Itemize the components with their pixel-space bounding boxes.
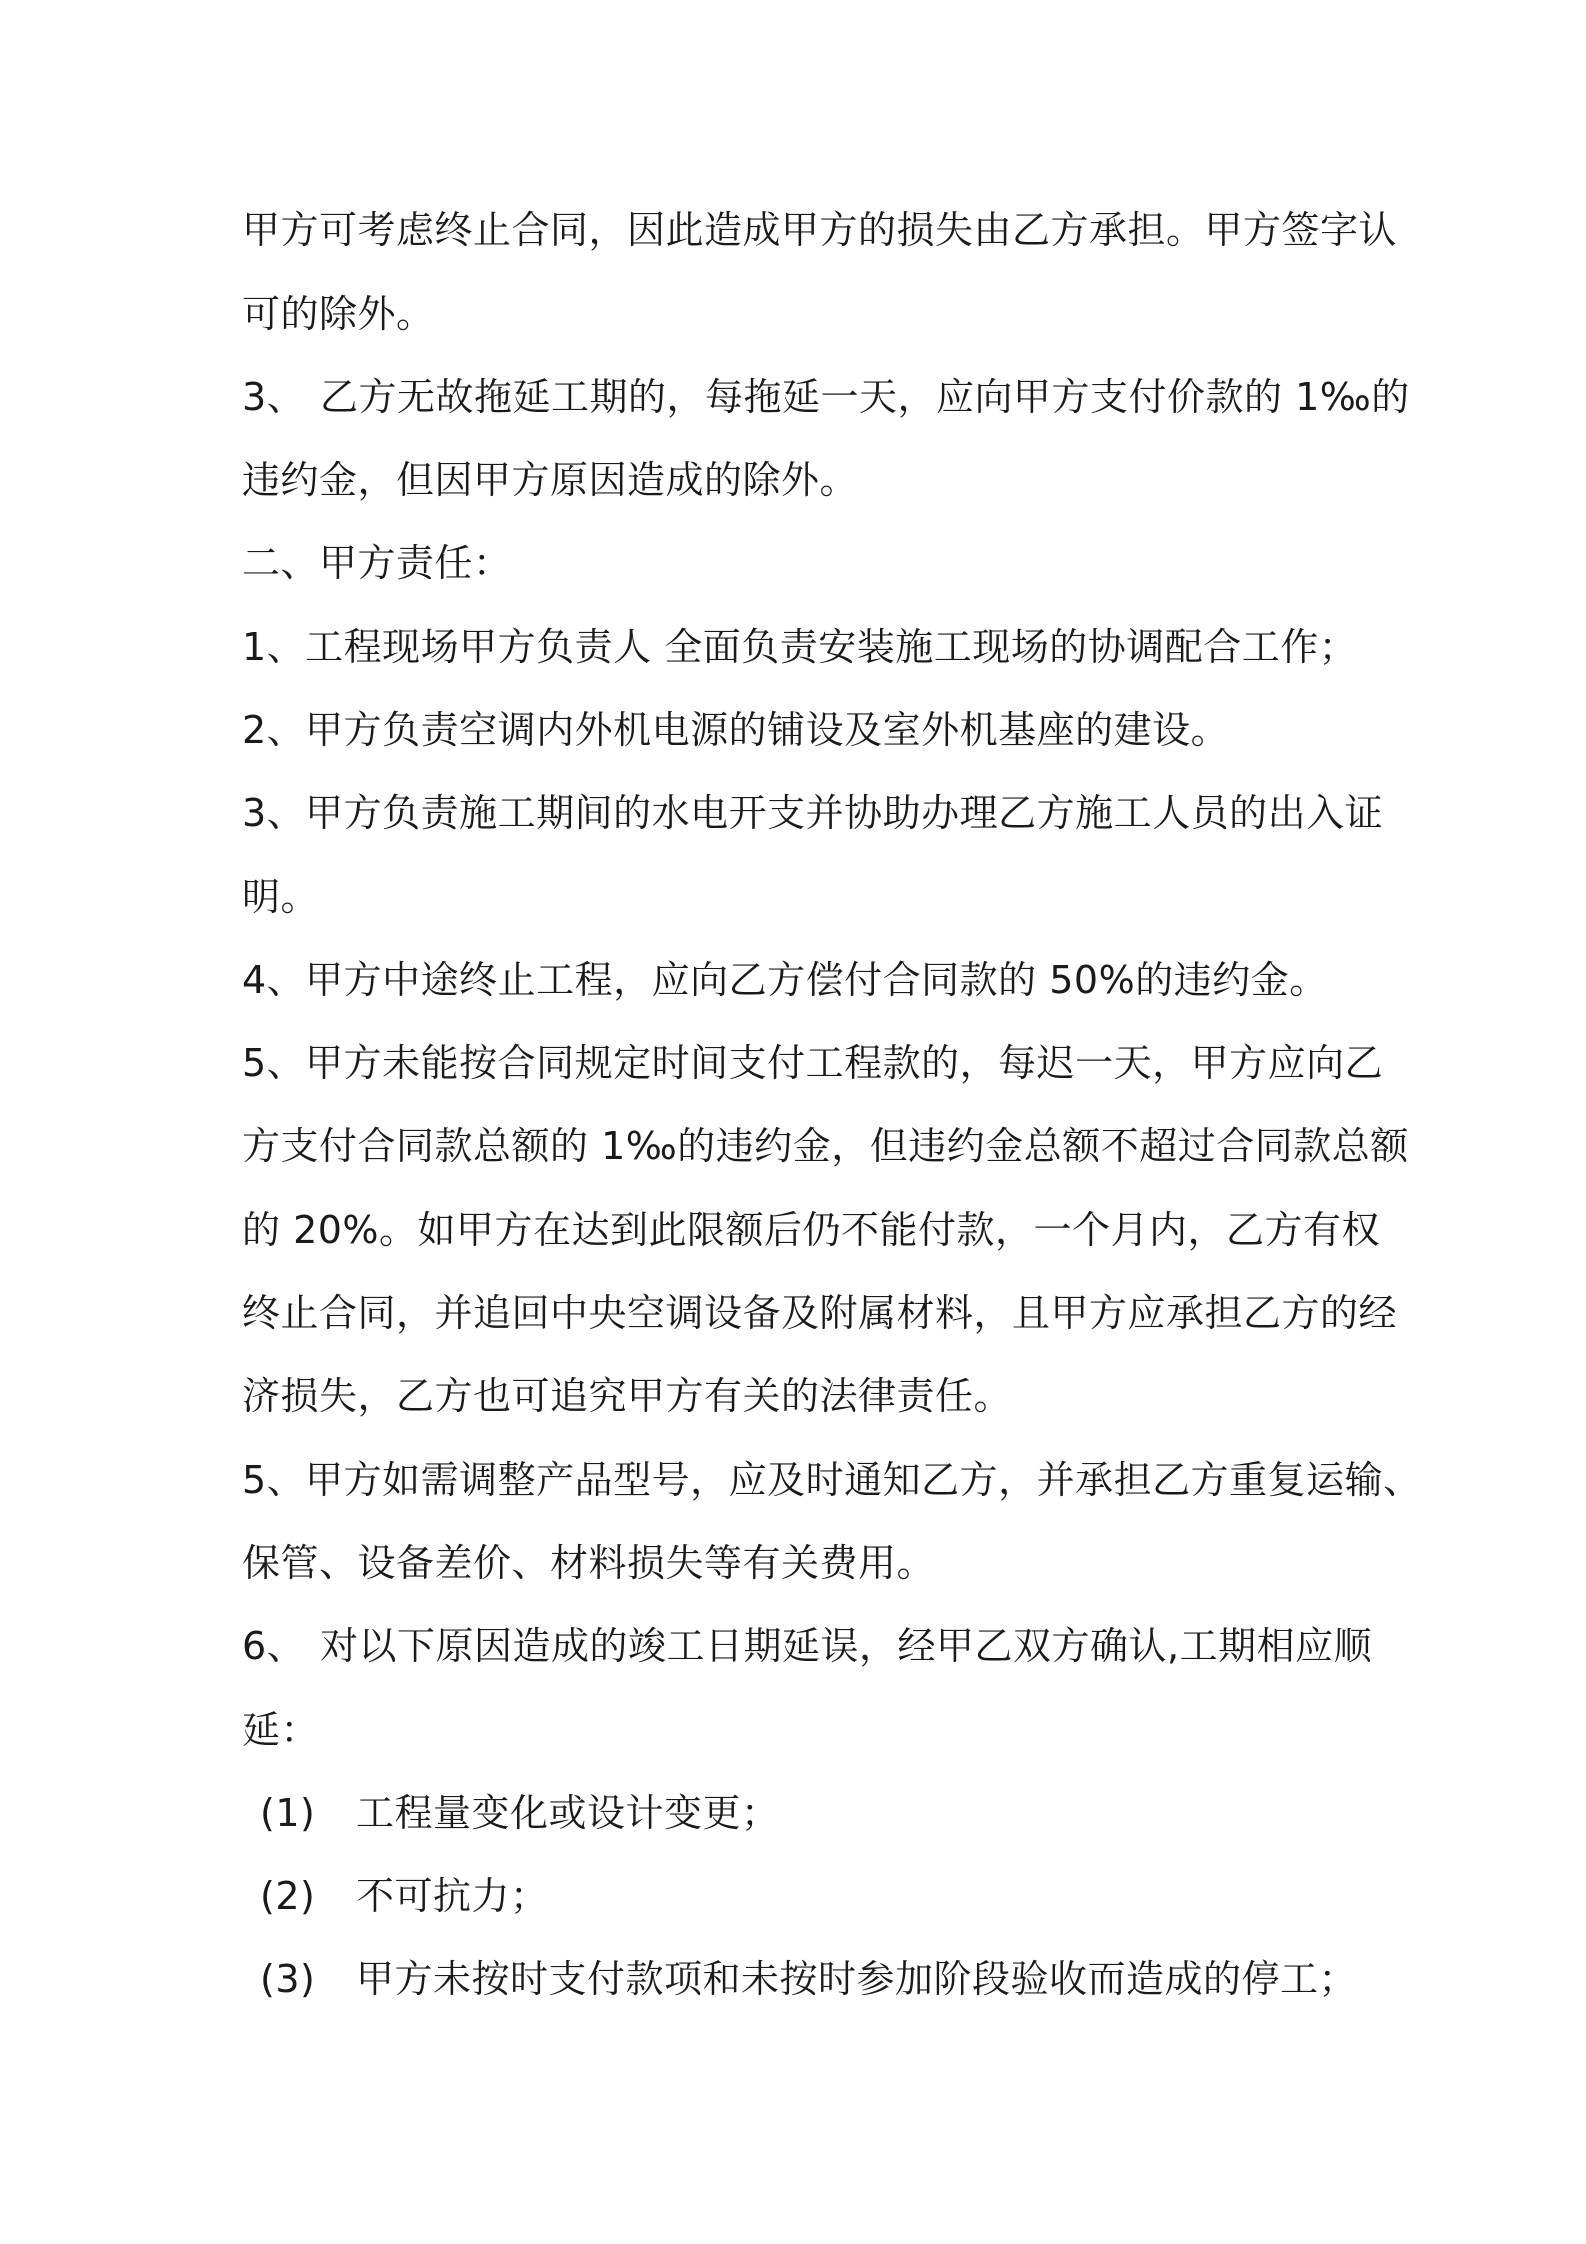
text-line: 3、甲方负责施工期间的水电开支并协助办理乙方施工人员的出入证 [242,791,1384,835]
text-line: 方支付合同款总额的 1‰的违约金，但违约金总额不超过合同款总额 [242,1124,1409,1168]
text-line: 1、工程现场甲方负责人 全面负责安装施工现场的协调配合工作； [242,625,1358,669]
clause-text: 对以下原因造成的竣工日期延误，经甲乙双方确认,工期相应顺 [320,1624,1373,1668]
list-item-text: 甲方未按时支付款项和未按时参加阶段验收而造成的停工； [356,1957,1358,2001]
text-line: 济损失，乙方也可追究甲方有关的法律责任。 [242,1374,1013,1418]
list-item-number: (3) [260,1957,316,2001]
text-line: 明。 [242,875,320,919]
list-item [242,1955,1357,2003]
section-heading: 二、甲方责任： [242,541,512,585]
text-line: 保管、设备差价、材料损失等有关费用。 [242,1541,936,1585]
text-line: 5、甲方如需调整产品型号，应及时通知乙方，并承担乙方重复运输、 [242,1458,1422,1502]
text-line: 甲方可考虑终止合同，因此造成甲方的损失由乙方承担。甲方签字认 [242,208,1398,252]
list-item [242,1789,780,1837]
text-line: 违约金，但因甲方原因造成的除外。 [242,458,859,502]
text-line: 的 20%。如甲方在达到此限额后仍不能付款，一个月内，乙方有权 [242,1208,1381,1252]
list-item-number: (1) [260,1791,316,1835]
numbered-clause [242,373,1410,421]
text-line: 延： [242,1708,320,1752]
list-item-number: (2) [260,1874,316,1918]
list-item-text: 不可抗力； [356,1874,549,1918]
text-line: 终止合同，并追回中央空调设备及附属材料，且甲方应承担乙方的经 [242,1291,1398,1335]
clause-number: 6、 [242,1624,306,1668]
text-line: 可的除外。 [242,292,435,336]
clause-text: 乙方无故拖延工期的，每拖延一天，应向甲方支付价款的 1‰的 [320,375,1410,419]
text-line: 2、甲方负责空调内外机电源的铺设及室外机基座的建设。 [242,708,1230,752]
text-line: 4、甲方中途终止工程，应向乙方偿付合同款的 50%的违约金。 [242,958,1328,1002]
list-item [242,1872,549,1920]
numbered-clause [242,1622,1372,1670]
list-item-text: 工程量变化或设计变更； [356,1791,780,1835]
text-line: 5、甲方未能按合同规定时间支付工程款的，每迟一天，甲方应向乙 [242,1041,1384,1085]
clause-number: 3、 [242,375,306,419]
